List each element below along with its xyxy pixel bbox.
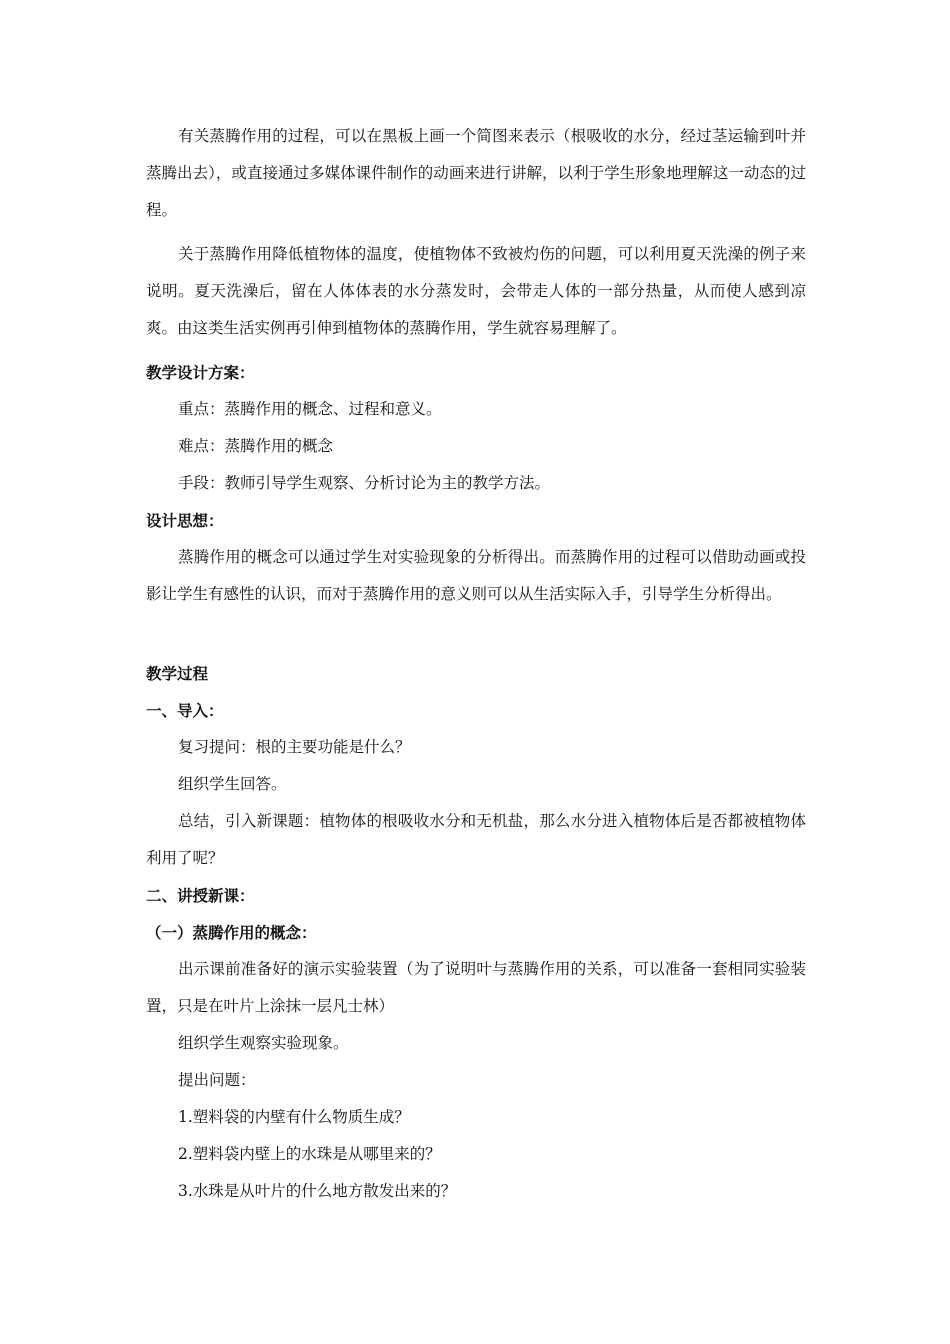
question-item: 3.水珠是从叶片的什么地方散发出来的？ xyxy=(178,1182,457,1200)
heading-introduction: 一、导入： xyxy=(146,701,224,720)
paragraph-process-explanation: 有关蒸腾作用的过程，可以在黑板上画一个简图来表示（根吸收的水分，经过茎运输到叶并蒸腾出去），或直接通过多媒体课件制作的动画来进行讲解，以利于学生形象地理解这一动态的过程。 xyxy=(146,127,806,219)
observe-instruction: 组织学生观察实验现象。 xyxy=(178,1034,349,1052)
heading-teaching-process: 教学过程 xyxy=(146,664,209,683)
student-answer: 组织学生回答。 xyxy=(178,775,287,793)
teaching-method: 手段：教师引导学生观察、分析讨论为主的教学方法。 xyxy=(178,474,551,492)
paragraph-temperature-explanation: 关于蒸腾作用降低植物体的温度，使植物体不致被灼伤的问题，可以利用夏天洗澡的例子来说明。夏天洗澡后，留在人体体表的水分蒸发时，会带走人体的一部分热量，从而使人感到凉爽。由这类生活实例再引伸到植物体的蒸腾作用，学生就容易理解了。 xyxy=(146,245,806,337)
heading-new-lesson: 二、讲授新课： xyxy=(146,886,255,905)
review-question: 复习提问：根的主要功能是什么？ xyxy=(178,738,411,756)
heading-design-idea: 设计思想： xyxy=(146,511,224,530)
summary-paragraph: 总结，引入新课题：植物体的根吸收水分和无机盐，那么水分进入植物体后是否都被植物体利用了呢？ xyxy=(146,812,806,867)
question-item: 1.塑料袋的内壁有什么物质生成？ xyxy=(178,1108,410,1126)
heading-design-plan: 教学设计方案： xyxy=(146,363,255,382)
difficulty-point: 难点：蒸腾作用的概念 xyxy=(178,437,334,455)
paragraph-experiment-setup: 出示课前准备好的演示实验装置（为了说明叶与蒸腾作用的关系，可以准备一套相同实验装置，只是在叶片上涂抹一层凡士林） xyxy=(146,960,806,1015)
key-point: 重点：蒸腾作用的概念、过程和意义。 xyxy=(178,400,442,418)
question-item: 2.塑料袋内壁上的水珠是从哪里来的？ xyxy=(178,1145,441,1163)
subheading-transpiration-concept: （一）蒸腾作用的概念： xyxy=(146,923,317,942)
ask-questions-label: 提出问题： xyxy=(178,1071,256,1089)
paragraph-design-idea: 蒸腾作用的概念可以通过学生对实验现象的分析得出。而蒸腾作用的过程可以借助动画或投影让学生有感性的认识，而对于蒸腾作用的意义则可以从生活实际入手，引导学生分析得出。 xyxy=(146,548,806,603)
